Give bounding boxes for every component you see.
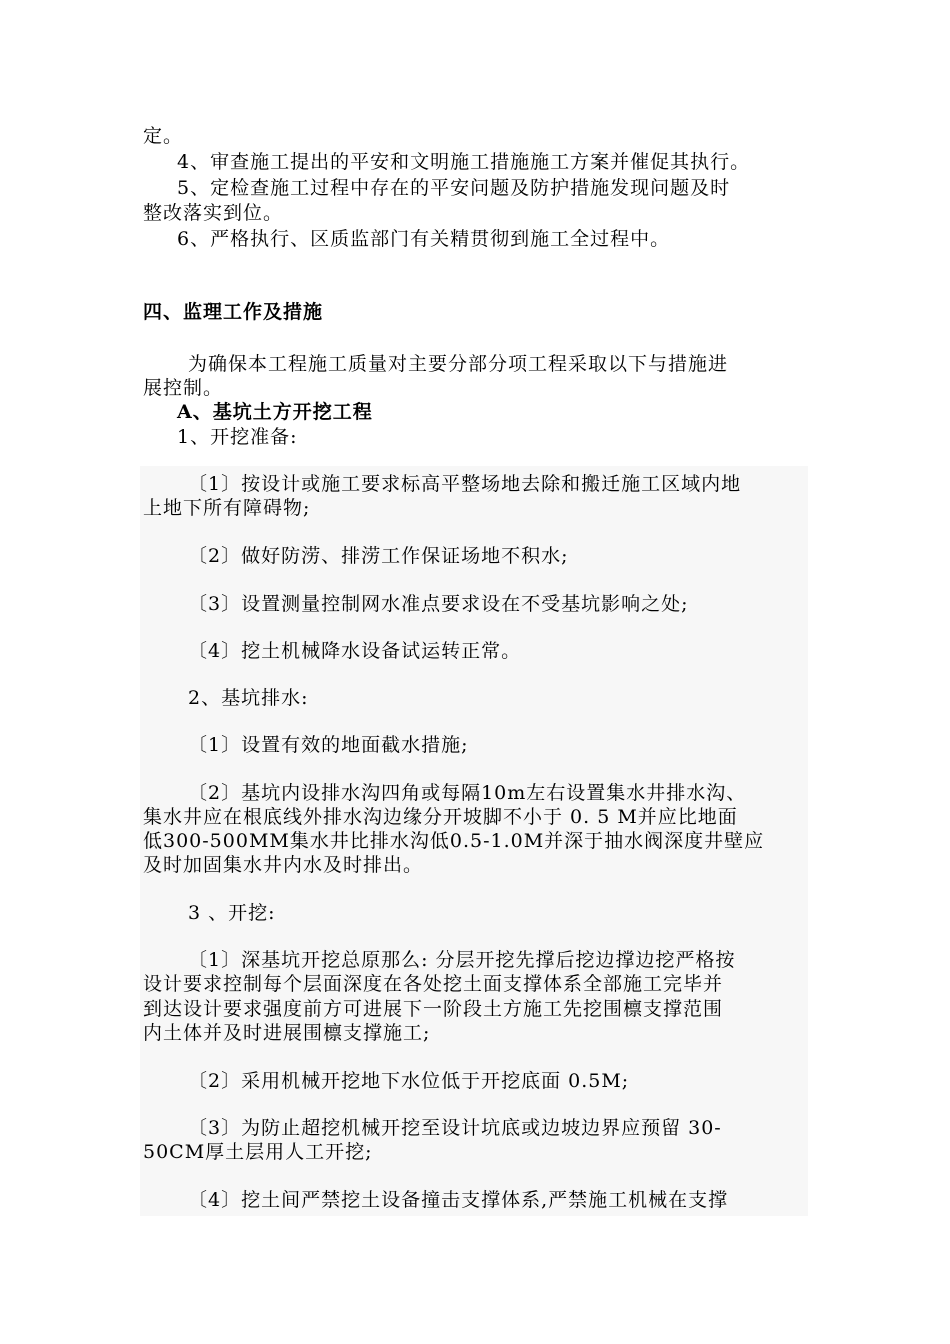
text-line: 定。 [143, 125, 184, 147]
text-line: 2、基坑排水: [188, 687, 309, 709]
text-line: 〔3〕设置测量控制网水准点要求设在不受基坑影响之处; [188, 593, 689, 615]
text-line: 1、开挖准备: [177, 426, 298, 448]
text-line: 及时加固集水井内水及时排出。 [143, 854, 424, 876]
text-line: 展控制。 [143, 377, 224, 399]
text-line: 到达设计要求强度前方可进展下一阶段土方施工先挖围檩支撑范围 [143, 998, 724, 1020]
text-line: 3 、开挖: [188, 902, 276, 924]
section-heading: 四、监理工作及措施 [143, 301, 324, 323]
text-line: 50CM厚土层用人工开挖; [143, 1141, 373, 1163]
text-line: 5、定检查施工过程中存在的平安问题及防护措施发现问题及时 [177, 177, 731, 199]
text-line: 上地下所有障碍物; [143, 497, 311, 519]
text-line: 〔1〕深基坑开挖总原那么: 分层开挖先撑后挖边撑边挖严格按 [188, 949, 736, 971]
text-line: 〔1〕按设计或施工要求标高平整场地去除和搬迁施工区域内地 [188, 473, 742, 495]
text-line: 〔2〕做好防涝、排涝工作保证场地不积水; [188, 545, 569, 567]
text-line: 〔2〕基坑内设排水沟四角或每隔10m左右设置集水井排水沟、 [188, 782, 747, 804]
text-line: 集水井应在根底线外排水沟边缘分开坡脚不小于 0. 5 M并应比地面 [143, 806, 738, 828]
text-line: 整改落实到位。 [143, 202, 284, 224]
text-line: 4、审查施工提出的平安和文明施工措施施工方案并催促其执行。 [177, 151, 751, 173]
text-line: 为确保本工程施工质量对主要分部分项工程采取以下与措施进 [188, 353, 729, 375]
text-line: 低300-500MM集水井比排水沟低0.5-1.0M并深于抽水阀深度井壁应 [143, 830, 765, 852]
text-line: 〔4〕挖土机械降水设备试运转正常。 [188, 640, 522, 662]
text-line: 内土体并及时进展围檩支撑施工; [143, 1022, 431, 1044]
text-line: 〔2〕采用机械开挖地下水位低于开挖底面 0.5M; [188, 1070, 630, 1092]
text-line: 〔4〕挖土间严禁挖土设备撞击支撑体系,严禁施工机械在支撑 [188, 1189, 729, 1211]
text-line: 〔1〕设置有效的地面截水措施; [188, 734, 469, 756]
text-line: 设计要求控制每个层面深度在各处挖土面支撑体系全部施工完毕并 [143, 973, 724, 995]
text-line: 〔3〕为防止超挖机械开挖至设计坑底或边坡边界应预留 30- [188, 1117, 722, 1139]
text-line: 6、严格执行、区质监部门有关精贯彻到施工全过程中。 [177, 228, 671, 250]
subsection-heading: A、基坑土方开挖工程 [177, 401, 373, 423]
